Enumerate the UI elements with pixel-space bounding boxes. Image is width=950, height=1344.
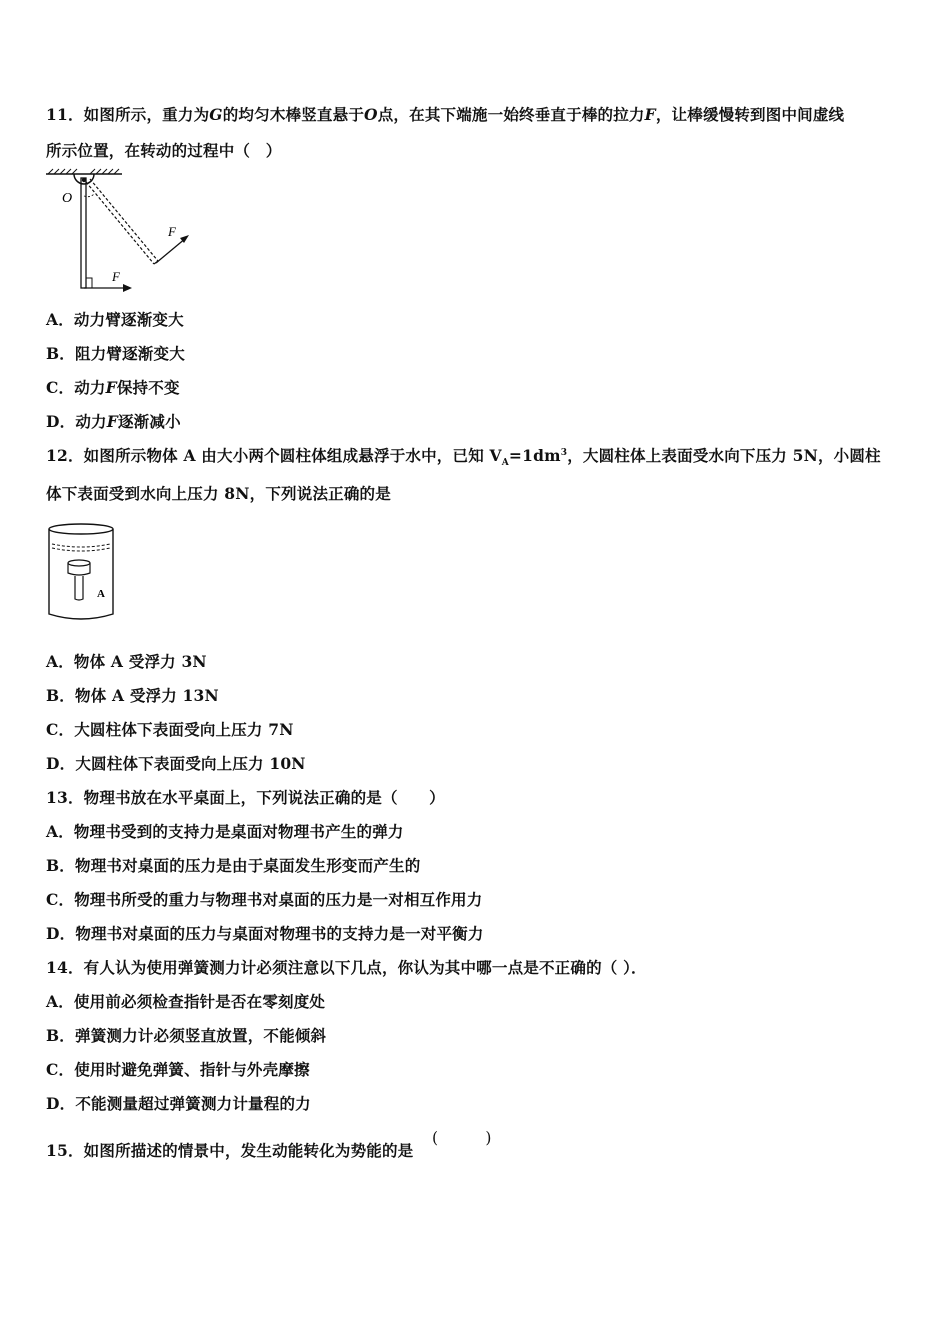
q12-option-a: A．物体 A 受浮力 3N	[46, 652, 207, 671]
q12-stem-line1: 12．如图所示物体 A 由大小两个圆柱体组成悬浮于水中，已知 $V_A=1dm^3$，大圆柱体上表面受水向下压力 5N，小圆柱	[46, 446, 881, 469]
q14-stem: 14．有人认为使用弹簧测力计必须注意以下几点，你认为其中哪一点是不正确的（ ）．	[46, 958, 647, 977]
q12-figure-label-a: A	[97, 588, 105, 600]
q11-var-o: O	[364, 105, 378, 124]
q11-figure-label-f-rotated: F	[168, 224, 176, 239]
q11-figure-label-o: O	[62, 191, 73, 206]
q13-stem: 13．物理书放在水平桌面上，下列说法正确的是（ ）	[46, 788, 445, 807]
q14-option-c: C．使用时避免弹簧、指针与外壳摩擦	[46, 1060, 310, 1079]
q11-figure-label-f-bottom: F	[112, 269, 120, 284]
q11-lever-figure	[44, 168, 204, 298]
q11-option-d: D．动力F逐渐减小	[46, 412, 181, 431]
q12-stem-line2: 体下表面受到水向上压力 8N，下列说法正确的是	[46, 484, 391, 503]
q14-option-a: A．使用前必须检查指针是否在零刻度处	[46, 992, 326, 1011]
q12-option-c: C．大圆柱体下表面受向上压力 7N	[46, 720, 294, 739]
q11-stem-line1: 11．如图所示，重力为G的均匀木棒竖直悬于O点，在其下端施一始终垂直于棒的拉力F，让棒缓慢转到图中间虚线	[46, 105, 845, 124]
q15-answer-parentheses: ( )	[432, 1129, 492, 1147]
q11-var-g: G	[209, 105, 223, 124]
q12-option-b: B．物体 A 受浮力 13N	[46, 686, 219, 705]
q14-option-b: B．弹簧测力计必须竖直放置，不能倾斜	[46, 1026, 327, 1045]
q12-cylinder-figure	[44, 520, 120, 626]
q11-var-f: F	[644, 105, 656, 124]
q11-option-c: C．动力F保持不变	[46, 378, 180, 397]
q15-stem: 15．如图所描述的情景中，发生动能转化为势能的是	[46, 1141, 414, 1160]
q11-option-a: A．动力臂逐渐变大	[46, 310, 184, 329]
q11-stem-line2: 所示位置，在转动的过程中（ ）	[46, 141, 282, 160]
q11-option-b: B．阻力臂逐渐变大	[46, 344, 185, 363]
q14-option-d: D．不能测量超过弹簧测力计量程的力	[46, 1094, 311, 1113]
q13-option-d: D．物理书对桌面的压力与桌面对物理书的支持力是一对平衡力	[46, 924, 484, 943]
q13-option-a: A．物理书受到的支持力是桌面对物理书产生的弹力	[46, 822, 404, 841]
q13-option-b: B．物理书对桌面的压力是由于桌面发生形变而产生的	[46, 856, 421, 875]
q12-option-d: D．大圆柱体下表面受向上压力 10N	[46, 754, 306, 773]
q13-option-c: C．物理书所受的重力与物理书对桌面的压力是一对相互作用力	[46, 890, 483, 909]
